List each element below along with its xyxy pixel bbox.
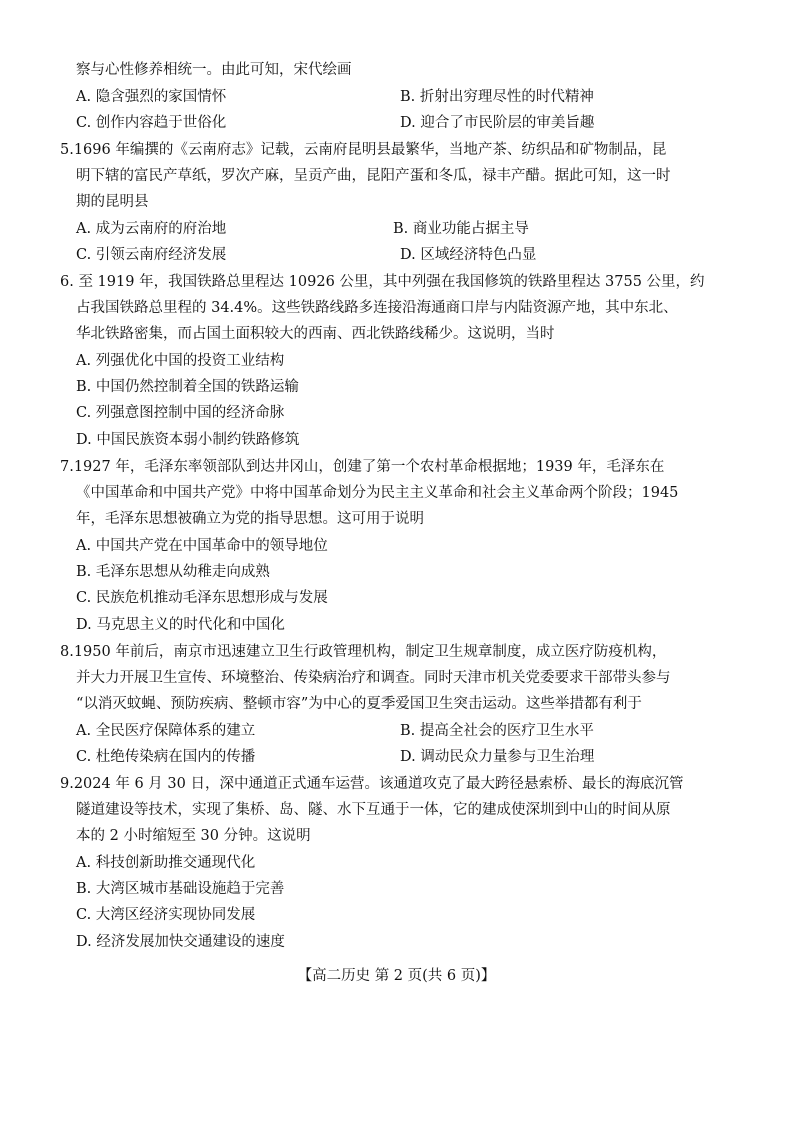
q6-option-a: A. 列强优化中国的投资工业结构 xyxy=(76,353,285,369)
q9-option-d: D. 经济发展加快交通建设的速度 xyxy=(76,934,285,950)
q9-stem-line-2: 隧道建设等技术，实现了集桥、岛、隧、水下互通于一体，它的建成使深圳到中山的时间从原 xyxy=(76,802,671,818)
q8-option-a: A. 全民医疗保障体系的建立 xyxy=(76,723,256,739)
q7-option-d: D. 马克思主义的时代化和中国化 xyxy=(76,617,285,633)
q6-option-d: D. 中国民族资本弱小制约铁路修筑 xyxy=(76,432,300,448)
q7-stem-line-1: 7.1927 年，毛泽东率领部队到达井冈山，创建了第一个农村革命根据地；1939 年，毛泽东在 xyxy=(60,459,665,475)
q4-stem: 察与心性修养相统一。由此可知，宋代绘画 xyxy=(76,62,352,78)
q6-stem-line-2: 占我国铁路总里程的 34.4%。这些铁路线路多连接沿海通商口岸与内陆资源产地，其中东北、 xyxy=(76,300,678,316)
q5-stem-line-2: 明下辖的富民产草纸，罗次产麻，呈贡产曲，昆阳产蛋和冬瓜，禄丰产醋。据此可知，这一时 xyxy=(76,168,671,184)
q8-option-b: B. 提高全社会的医疗卫生水平 xyxy=(400,723,594,739)
q9-stem-line-3: 本的 2 小时缩短至 30 分钟。这说明 xyxy=(76,828,311,844)
q8-stem-line-1: 8.1950 年前后，南京市迅速建立卫生行政管理机构，制定卫生规章制度，成立医疗防疫机构， xyxy=(60,644,667,660)
q4-option-b: B. 折射出穷理尽性的时代精神 xyxy=(400,89,594,105)
q6-option-c: C. 列强意图控制中国的经济命脉 xyxy=(76,405,285,421)
q4-option-d: D. 迎合了市民阶层的审美旨趣 xyxy=(400,115,595,131)
q9-option-c: C. 大湾区经济实现协同发展 xyxy=(76,907,256,923)
q8-stem-line-3: “以消灭蚊蝇、预防疾病、整顿市容”为中心的夏季爱国卫生突击运动。这些举措都有利于 xyxy=(76,696,642,712)
q4-option-a: A. 隐含强烈的家国情怀 xyxy=(76,89,227,105)
q8-option-c: C. 杜绝传染病在国内的传播 xyxy=(76,749,256,765)
q5-option-d: D. 区域经济特色凸显 xyxy=(400,247,537,263)
q6-stem-line-3: 华北铁路密集，而占国土面积较大的西南、西北铁路线稀少。这说明，当时 xyxy=(76,326,555,342)
page-footer: 【高二历史 第 2 页(共 6 页)】 xyxy=(297,968,496,984)
q5-option-b: B. 商业功能占据主导 xyxy=(393,221,529,237)
q9-option-b: B. 大湾区城市基础设施趋于完善 xyxy=(76,881,285,897)
q4-option-c: C. 创作内容趋于世俗化 xyxy=(76,115,227,131)
q7-option-b: B. 毛泽东思想从幼稚走向成熟 xyxy=(76,564,270,580)
q5-option-a: A. 成为云南府的府治地 xyxy=(76,221,227,237)
q7-option-c: C. 民族危机推动毛泽东思想形成与发展 xyxy=(76,590,328,606)
q7-option-a: A. 中国共产党在中国革命中的领导地位 xyxy=(76,538,328,554)
q5-option-c: C. 引领云南府经济发展 xyxy=(76,247,227,263)
q8-stem-line-2: 并大力开展卫生宣传、环境整治、传染病治疗和调查。同时天津市机关党委要求干部带头参与 xyxy=(76,670,671,686)
q7-stem-line-2: 《中国革命和中国共产党》中将中国革命划分为民主主义革命和社会主义革命两个阶段；1945 xyxy=(76,485,679,501)
q5-stem-line-1: 5.1696 年编撰的《云南府志》记载，云南府昆明县最繁华，当地产茶、纺织品和矿物制品，昆 xyxy=(60,142,667,158)
q8-option-d: D. 调动民众力量参与卫生治理 xyxy=(400,749,595,765)
q7-stem-line-3: 年，毛泽东思想被确立为党的指导思想。这可用于说明 xyxy=(76,511,424,527)
q9-option-a: A. 科技创新助推交通现代化 xyxy=(76,855,256,871)
q6-stem-line-1: 6. 至 1919 年，我国铁路总里程达 10926 公里，其中列强在我国修筑的铁路里程达 3755 公里，约 xyxy=(60,274,705,290)
q6-option-b: B. 中国仍然控制着全国的铁路运输 xyxy=(76,379,299,395)
q5-stem-line-3: 期的昆明县 xyxy=(76,194,149,210)
q9-stem-line-1: 9.2024 年 6 月 30 日，深中通道正式通车运营。该通道攻克了最大跨径悬索桥、最长的海底沉管 xyxy=(60,776,684,792)
